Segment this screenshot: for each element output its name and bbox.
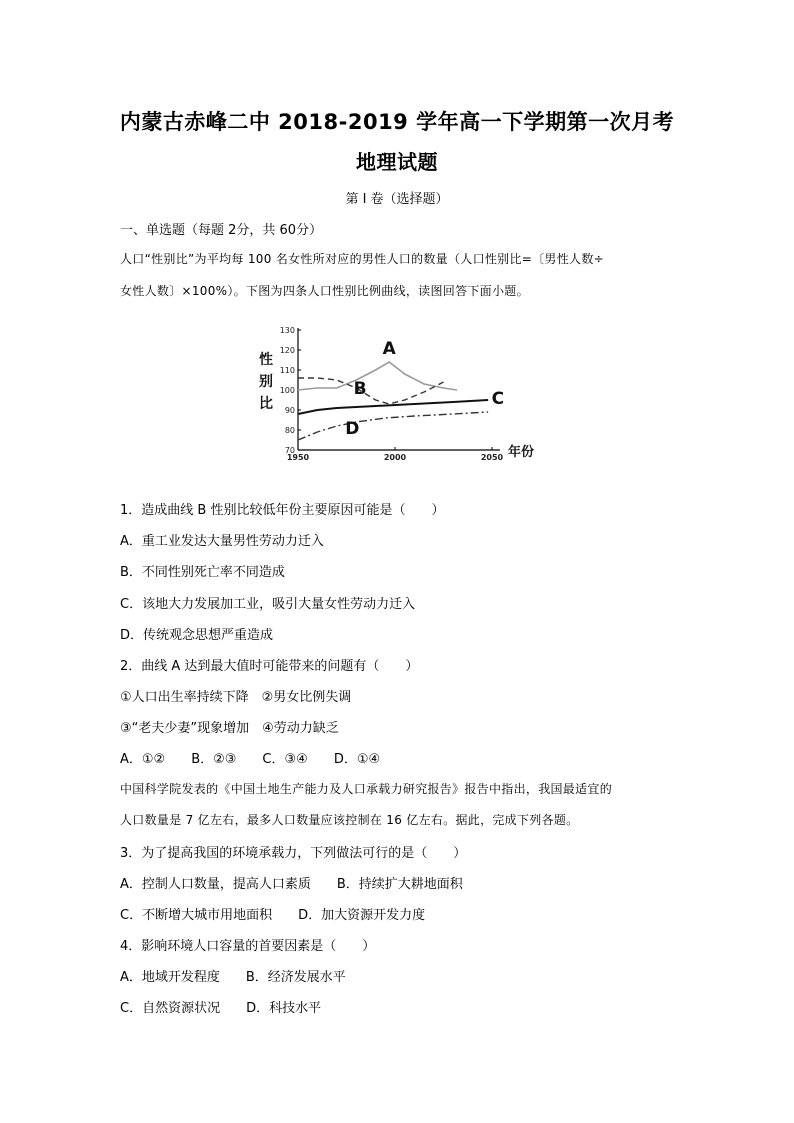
y-tick-label: 90 — [284, 406, 295, 415]
q4-options-cd: C．自然资源状况 D．科技水平 — [120, 1001, 322, 1016]
q2-items-1: ①人口出生率持续下降 ②男女比例失调 — [120, 690, 352, 705]
y-tick-label: 100 — [279, 386, 295, 395]
q1-option-a: A．重工业发达大量男性劳动力迁入 — [120, 534, 324, 549]
series-line-a — [298, 362, 457, 390]
y-axis-label-char: 比 — [259, 396, 273, 412]
y-tick-label: 80 — [284, 426, 295, 435]
page-title: 内蒙古赤峰二中 2018-2019 学年高一下学期第一次月考 — [119, 110, 675, 134]
x-tick-label: 2050 — [480, 453, 504, 462]
chart-svg — [250, 322, 550, 472]
q1-stem: 1．造成曲线 B 性别比较低年份主要原因可能是（ ） — [120, 503, 445, 518]
series-line-c — [298, 400, 488, 414]
q3-stem: 3．为了提高我国的环境承载力，下列做法可行的是（ ） — [120, 846, 467, 861]
series-label-d: D — [345, 419, 360, 439]
q4-options-ab: A．地域开发程度 B．经济发展水平 — [120, 970, 346, 985]
q2-items-2: ③“老夫少妻”现象增加 ④劳动力缺乏 — [120, 721, 339, 736]
intro1-line2: 女性人数〕×100%）。下图为四条人口性别比例曲线，读图回答下面小题。 — [120, 284, 529, 298]
q2-options: A．①② B．②③ C．③④ D．①④ — [120, 752, 381, 767]
series-label-c: C — [491, 389, 505, 409]
q3-options-ab: A．控制人口数量，提高人口素质 B．持续扩大耕地面积 — [120, 877, 463, 892]
series-line-d — [298, 412, 488, 440]
intro2-line2: 人口数量是 7 亿左右，最多人口数量应该控制在 16 亿左右。据此，完成下列各题。 — [120, 813, 579, 827]
q1-option-c: C．该地大力发展加工业，吸引大量女性劳动力迁入 — [120, 597, 416, 612]
x-tick-label: 2000 — [383, 453, 407, 462]
q3-options-cd: C．不断增大城市用地面积 D．加大资源开发力度 — [120, 908, 426, 923]
y-axis-label-char: 性 — [259, 352, 273, 368]
q1-option-d: D．传统观念思想严重造成 — [120, 628, 274, 643]
subject-title: 地理试题 — [356, 150, 438, 174]
volume-label: 第 I 卷（选择题） — [345, 192, 449, 207]
x-axis-label: 年份 — [508, 445, 535, 460]
q1-option-b: B．不同性别死亡率不同造成 — [120, 565, 285, 580]
intro2-line1: 中国科学院发表的《中国土地生产能力及人口承载力研究报告》报告中指出，我国最适宜的 — [120, 782, 613, 796]
series-label-a: A — [382, 339, 396, 359]
y-tick-label: 120 — [279, 346, 295, 355]
intro1-line1: 人口“性别比”为平均每 100 名女性所对应的男性人口的数量（人口性别比=〔男性人数÷ — [120, 252, 604, 266]
y-axis-label-char: 别 — [259, 374, 273, 390]
y-tick-label: 70 — [284, 446, 295, 455]
series-label-b: B — [353, 379, 367, 399]
section-heading: 一、单选题（每题 2分，共 60分） — [120, 223, 323, 238]
sex-ratio-chart — [250, 322, 550, 472]
y-tick-label: 110 — [279, 366, 295, 375]
y-tick-label: 130 — [279, 326, 295, 335]
x-tick-label: 1950 — [286, 453, 310, 462]
q4-stem: 4．影响环境人口容量的首要因素是（ ） — [120, 939, 376, 954]
q2-stem: 2．曲线 A 达到最大值时可能带来的问题有（ ） — [120, 659, 419, 674]
